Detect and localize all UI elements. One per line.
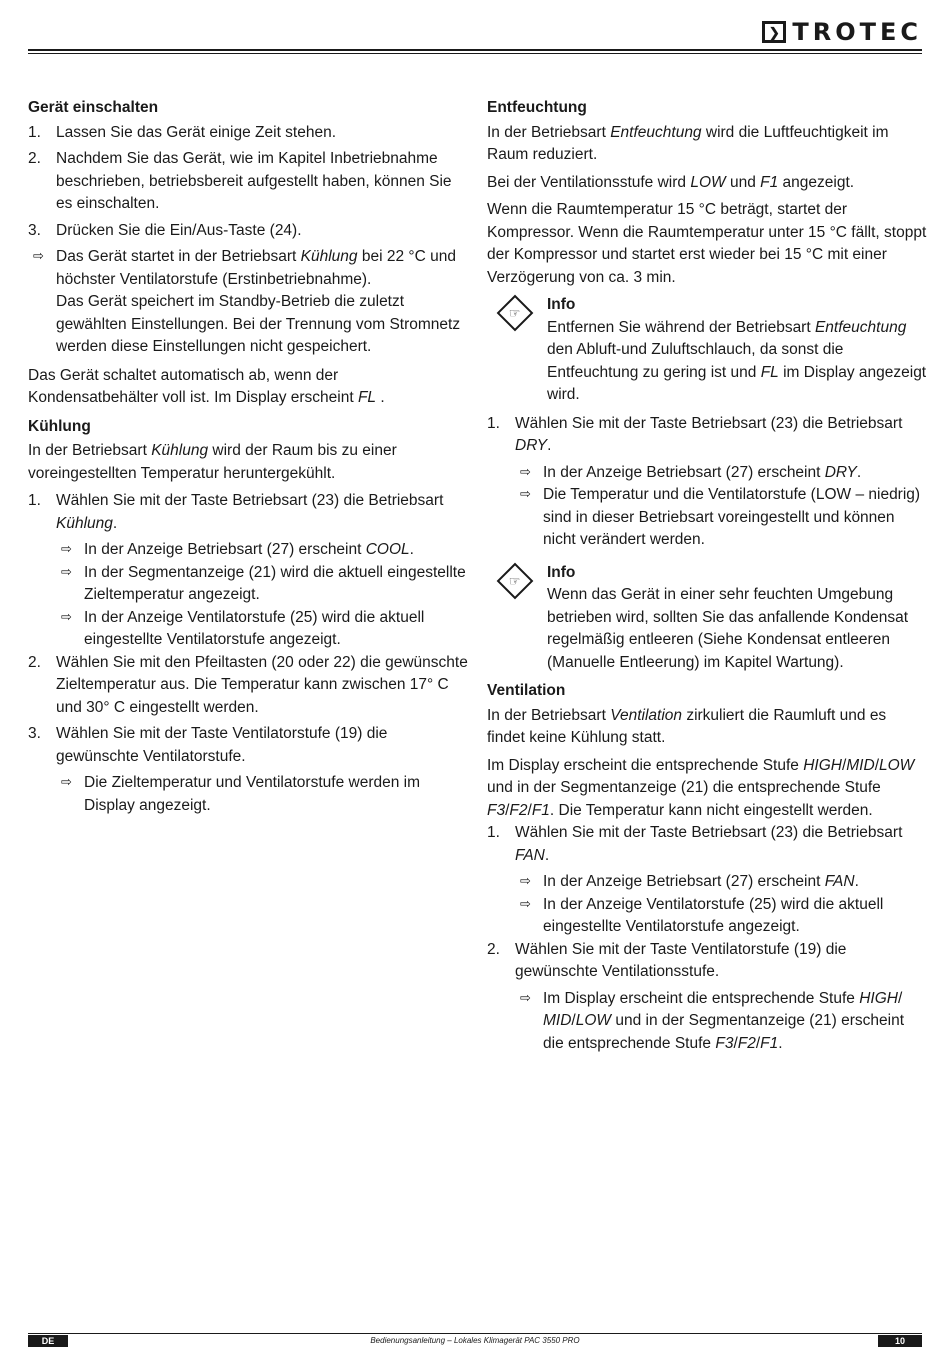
result-start: ⇨ Das Gerät startet in der Betriebsart Kühlung bei 22 °C und höchster Ventilatorstufe (Erstinbetriebnahme). Das Gerät speichert im Standby-Betrieb die zuletzt gewählten Einstellungen. Bei der Trennung vom Stromnetz werden diese Einstellungen nicht gespeichert. bbox=[28, 246, 468, 359]
paragraph-kuehlung-intro: In der Betriebsart Kühlung wird der Raum bis zu einer voreingestellten Temperatur heruntergekühlt. bbox=[28, 442, 397, 482]
kuehlung-step-3: 3. Wählen Sie mit der Taste Ventilatorstufe (19) die gewünschte Ventilatorstufe. bbox=[28, 725, 388, 765]
paragraph-ventilation-1: In der Betriebsart Ventilation zirkuliert die Raumluft und es findet keine Kühlung statt. bbox=[487, 706, 887, 746]
header-rule bbox=[28, 49, 922, 51]
heading-kuehlung: Kühlung bbox=[28, 417, 91, 435]
left-column bbox=[28, 97, 468, 817]
heading-entfeuchtung: Entfeuchtung bbox=[487, 99, 587, 116]
header-rule-thin bbox=[28, 53, 922, 54]
kuehlung-result-1: ⇨ In der Anzeige Betriebsart (27) erscheint COOL. bbox=[61, 541, 414, 558]
arrow-icon: ⇨ bbox=[33, 249, 44, 264]
kuehlung-step-2: 2. Wählen Sie mit den Pfeiltasten (20 oder 22) die gewünschte Zieltemperatur aus. Die Temperatur kann zwischen 17° C und 30° C eingestellt werden. bbox=[28, 653, 468, 716]
logo-chevron-icon: ❯ bbox=[762, 21, 786, 43]
paragraph-ventilation-2: Im Display erscheint die entsprechende Stufe HIGH/MID/LOW und in der Segmentanzeige (21) die entsprechende Stufe F3/F2/F1. Die Temperatur kann nicht eingestellt werden. bbox=[487, 756, 915, 819]
info-title-2: Info bbox=[547, 563, 576, 581]
trotec-logo bbox=[762, 20, 922, 44]
info-title-1: Info bbox=[547, 296, 576, 313]
footer-title: Bedienungsanleitung – Lokales Klimagerät PAC 3550 PRO bbox=[370, 1336, 580, 1345]
kuehlung-step-1: 1. Wählen Sie mit der Taste Betriebsart (23) die Betriebsart Kühlung. bbox=[28, 492, 444, 532]
footer-page-number: 10 bbox=[878, 1335, 922, 1347]
paragraph-entfeuchtung-1: In der Betriebsart Entfeuchtung wird die Luftfeuchtigkeit im Raum reduziert. bbox=[487, 123, 889, 163]
step-2: 2. Nachdem Sie das Gerät, wie im Kapitel Inbetriebnahme beschrieben, betriebsbereit aufgestellt haben, können Sie es einschalten. bbox=[28, 150, 452, 212]
info-hand-icon: ☞ bbox=[487, 294, 547, 338]
ventilation-step-2: 2. Wählen Sie mit der Taste Ventilatorstufe (19) die gewünschte Ventilationsstufe. bbox=[487, 940, 847, 980]
entfeuchtung-step-1: 1. Wählen Sie mit der Taste Betriebsart (23) die Betriebsart DRY. bbox=[487, 414, 903, 454]
info-hand-icon: ☞ bbox=[487, 562, 547, 606]
info-text-2: Wenn das Gerät in einer sehr feuchten Umgebung betrieben wird, sollten Sie das anfallende Kondensat regelmäßig entleeren (Siehe Kondensat entleeren (Manuelle Entleerung) im Kapitel Wartung). bbox=[547, 586, 909, 671]
ventilation-step-1: 1. Wählen Sie mit der Taste Betriebsart (23) die Betriebsart FAN. bbox=[487, 824, 903, 864]
step-1: 1. Lassen Sie das Gerät einige Zeit stehen. bbox=[28, 123, 337, 141]
info-box-2 bbox=[487, 562, 927, 675]
paragraph-auto-off: Das Gerät schaltet automatisch ab, wenn der Kondensatbehälter voll ist. Im Display erscheint FL . bbox=[28, 366, 385, 406]
paragraph-entfeuchtung-3: Wenn die Raumtemperatur 15 °C beträgt, startet der Kompressor. Wenn die Raumtemperatur unter 15 °C fällt, stoppt der Kompressor und startet erst wieder bei 15 °C mit einer Verzögerung von ca. 3 min. bbox=[487, 201, 927, 286]
paragraph-entfeuchtung-2: Bei der Ventilationsstufe wird LOW und F1 angezeigt. bbox=[487, 173, 855, 191]
heading-geraet-einschalten: Gerät einschalten bbox=[28, 99, 159, 116]
info-box-1 bbox=[487, 294, 927, 407]
step-3: 3. Drücken Sie die Ein/Aus-Taste (24). bbox=[28, 221, 302, 239]
kuehlung-result-3: ⇨ In der Anzeige Ventilatorstufe (25) wird die aktuell eingestellte Ventilatorstufe angezeigt. bbox=[61, 608, 425, 648]
ventilation-result-1: ⇨ In der Anzeige Betriebsart (27) erscheint FAN. bbox=[520, 873, 859, 890]
entfeuchtung-result-1: ⇨ In der Anzeige Betriebsart (27) erscheint DRY. bbox=[520, 463, 862, 481]
ventilation-result-2: ⇨ In der Anzeige Ventilatorstufe (25) wird die aktuell eingestellte Ventilatorstufe angezeigt. bbox=[520, 895, 884, 935]
page-footer bbox=[28, 1333, 922, 1348]
logo-text: TROTEC bbox=[792, 18, 922, 46]
heading-ventilation: Ventilation bbox=[487, 682, 566, 699]
kuehlung-result-4: ⇨ Die Zieltemperatur und Ventilatorstufe werden im Display angezeigt. bbox=[61, 774, 420, 814]
ventilation-result-3: ⇨ Im Display erscheint die entsprechende Stufe HIGH/ MID/LOW und in der Segmentanzeige (21) erscheint die entsprechende Stufe F3/F2/F1. bbox=[520, 989, 905, 1052]
kuehlung-result-2: ⇨ In der Segmentanzeige (21) wird die aktuell eingestellte Zieltemperatur angezeigt. bbox=[61, 563, 466, 603]
page-header bbox=[0, 0, 950, 60]
right-column bbox=[487, 97, 927, 1055]
footer-language: DE bbox=[28, 1335, 68, 1347]
entfeuchtung-result-2: ⇨ Die Temperatur und die Ventilatorstufe (LOW – niedrig) sind in dieser Betriebsart voreingestellt und können nicht verändert werden. bbox=[520, 486, 921, 548]
info-text-1: Entfernen Sie während der Betriebsart Entfeuchtung den Abluft-und Zuluftschlauch, da sonst die Entfeuchtung zu gering ist und FL im Display angezeigt wird. bbox=[547, 318, 927, 403]
